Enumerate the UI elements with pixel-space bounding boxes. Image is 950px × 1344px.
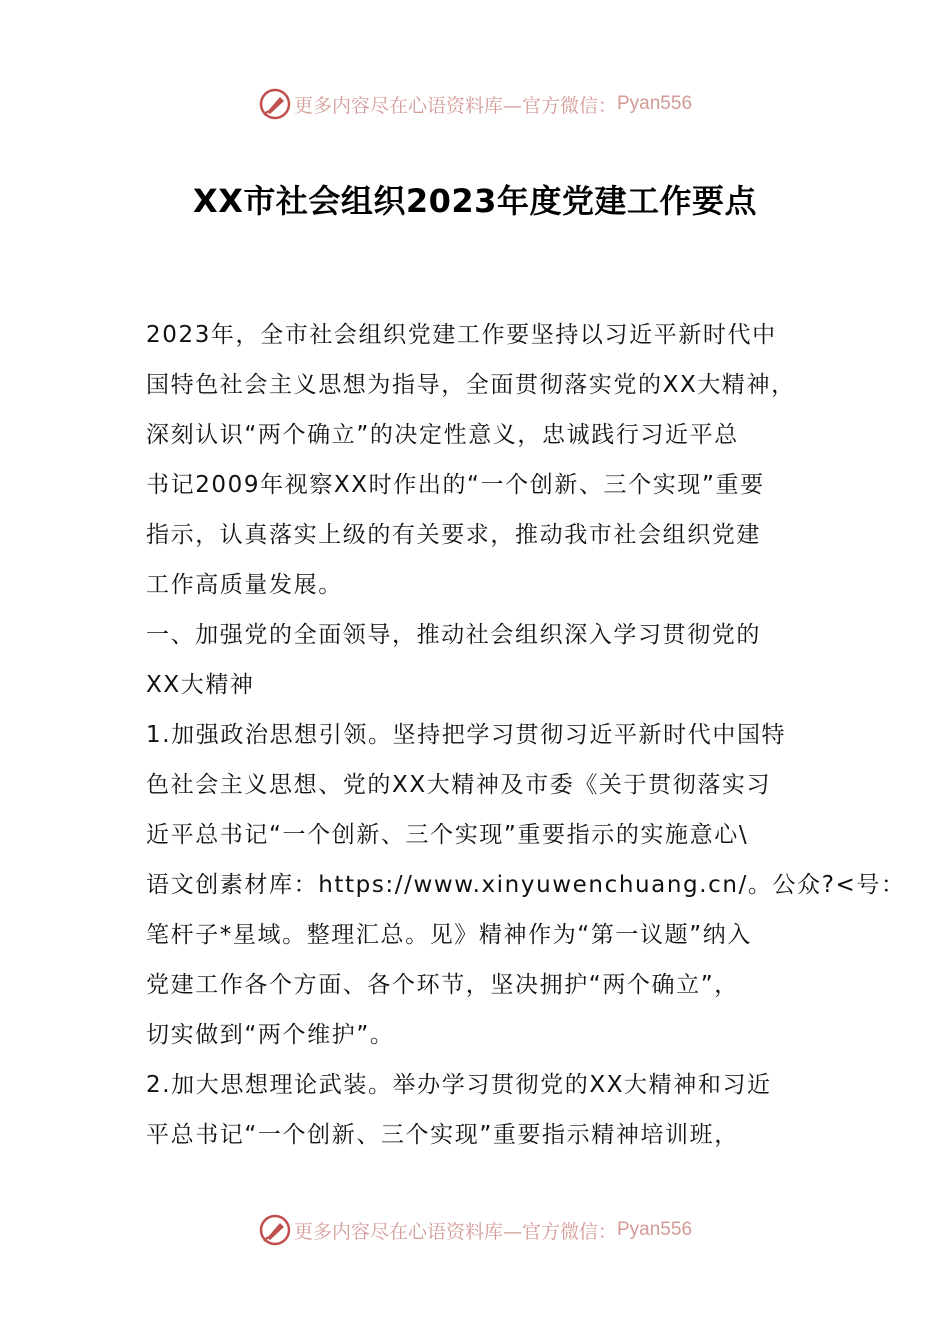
body-line: 平总书记“一个创新、三个实现”重要指示精神培训班， bbox=[146, 1122, 739, 1148]
header-banner bbox=[0, 84, 950, 124]
body-line: 近平总书记“一个创新、三个实现”重要指示的实施意心\ bbox=[146, 822, 749, 848]
body-line: 1.加强政治思想引领。坚持把学习贯彻习近平新时代中国特 bbox=[146, 722, 787, 748]
body-line: 深刻认识“两个确立”的决定性意义，忠诚践行习近平总 bbox=[146, 422, 739, 448]
banner-text: 更多内容尽在心语资料库—官方微信： bbox=[293, 1220, 617, 1243]
document-body bbox=[146, 310, 906, 1160]
section-heading: 一、加强党的全面领导，推动社会组织深入学习贯彻党的 bbox=[146, 622, 761, 648]
body-line: 2023年，全市社会组织党建工作要坚持以习近平新时代中 bbox=[146, 322, 777, 348]
pen-nib-logo-icon bbox=[258, 1213, 292, 1247]
body-line: 国特色社会主义思想为指导，全面贯彻落实党的XX大精神， bbox=[146, 372, 796, 398]
body-line: 语文创素材库：https://www.xinyuwenchuang.cn/。公众?<号： bbox=[146, 872, 906, 898]
banner-text: 更多内容尽在心语资料库—官方微信： bbox=[293, 94, 617, 117]
footer-banner bbox=[0, 1210, 950, 1250]
body-line: 指示，认真落实上级的有关要求，推动我市社会组织党建 bbox=[146, 522, 761, 548]
section-heading: XX大精神 bbox=[146, 672, 255, 698]
body-line: 色社会主义思想、党的XX大精神及市委《关于贯彻落实习 bbox=[146, 772, 772, 798]
body-line: 工作高质量发展。 bbox=[146, 572, 343, 598]
banner-wechat-id: Pyan556 bbox=[617, 93, 693, 114]
banner-wechat-id: Pyan556 bbox=[617, 1219, 693, 1240]
body-line: 书记2009年视察XX时作出的“一个创新、三个实现”重要 bbox=[146, 472, 765, 498]
body-line: 切实做到“两个维护”。 bbox=[146, 1022, 395, 1048]
pen-nib-logo-icon bbox=[258, 87, 292, 121]
body-line: 笔杆子*星域。整理汇总。见》精神作为“第一议题”纳入 bbox=[146, 922, 752, 948]
body-line: 党建工作各个方面、各个环节，坚决拥护“两个确立”， bbox=[146, 972, 739, 998]
document-title: XX市社会组织2023年度党建工作要点 bbox=[193, 182, 757, 220]
body-line: 2.加大思想理论武装。举办学习贯彻党的XX大精神和习近 bbox=[146, 1072, 772, 1098]
